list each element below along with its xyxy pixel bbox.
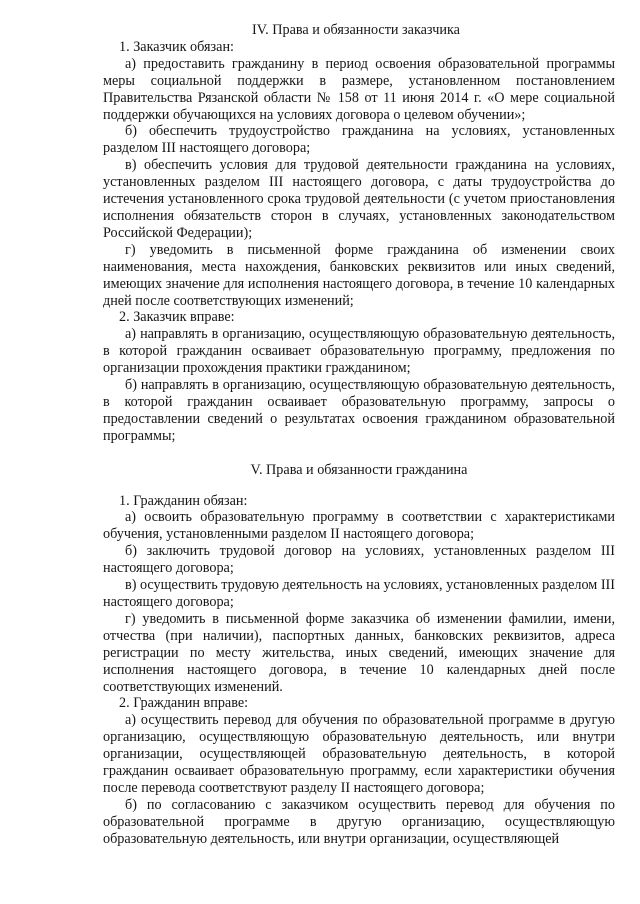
section-4-item-2a: а) направлять в организацию, осуществляющую образовательную деятельность, в которой гражданин осваивает образовательную программу, предложения по организации прохождения практики гражданином; bbox=[103, 326, 615, 377]
section-5-item-1: 1. Гражданин обязан: bbox=[119, 492, 248, 509]
section-4-item-2b: б) направлять в организацию, осуществляющую образовательную деятельность, в которой гражданин осваивает образовательную программу, запросы о предоставлении сведений о результатах освоения гражданином образовательной программы; bbox=[103, 377, 615, 444]
section-5-item-1a: а) освоить образовательную программу в соответствии с характеристиками обучения, установленными разделом II настоящего договора; bbox=[103, 509, 615, 543]
section-5-item-1g: г) уведомить в письменной форме заказчика об изменении фамилии, имени, отчества (при наличии), паспортных данных, банковских реквизитов, адреса регистрации по месту жительства, иных сведений, имеющих значение для исполнения настоящего договора, в течение 10 календарных дней после соответствующих изменений. bbox=[103, 610, 615, 695]
section-4-item-1g: г) уведомить в письменной форме гражданина об изменении своих наименования, места нахождения, банковских реквизитов или иных сведений, имеющих значение для исполнения настоящего договора, в течение 10 календарных дней после соответствующих изменений; bbox=[103, 241, 615, 309]
section-4-item-1b: б) обеспечить трудоустройство гражданина на условиях, установленных разделом III настоящего договора; bbox=[103, 123, 615, 157]
section-4-item-1: 1. Заказчик обязан: bbox=[119, 38, 234, 55]
section-5-item-2: 2. Гражданин вправе: bbox=[119, 695, 249, 712]
section-4-item-1a: а) предоставить гражданину в период освоения образовательной программы меры социальной поддержки в размере, установленном постановлением Правительства Рязанской области № 158 от 11 июня 2014 г. «О мере социальной поддержки обучающихся на условиях договора о целевом обучении»; bbox=[103, 55, 615, 123]
section-4-title: IV. Права и обязанности заказчика bbox=[252, 22, 460, 38]
section-4-item-1v: в) обеспечить условия для трудовой деятельности гражданина на условиях, установленных разделом III настоящего договора, с даты трудоустройства до истечения установленного срока трудовой деятельности (с учетом приостановления исполнения обязательств сторон в случаях, установленных законодательством Российской Федерации); bbox=[103, 157, 615, 241]
contract-page bbox=[103, 22, 615, 848]
section-5-title: V. Права и обязанности гражданина bbox=[250, 461, 468, 478]
section-5-item-2a: а) осуществить перевод для обучения по образовательной программе в другую организацию, осуществляющую образовательную деятельность, или внутри организации, осуществляющей образовательную деятельность, в которой гражданин осваивает образовательную программу, если характеристики обучения после перевода соответствуют разделу II настоящего договора; bbox=[103, 712, 615, 796]
section-5-item-1v: в) осуществить трудовую деятельность на условиях, установленных разделом III настоящего договора; bbox=[103, 577, 615, 610]
section-4-item-2: 2. Заказчик вправе: bbox=[119, 309, 235, 326]
section-5-item-1b: б) заключить трудовой договор на условиях, установленных разделом III настоящего договора; bbox=[103, 543, 615, 577]
section-5-item-2b: б) по согласованию с заказчиком осуществить перевод для обучения по образовательной программе в другую организацию, осуществляющую образовательную деятельность, или внутри организации, осуществляющей bbox=[103, 796, 615, 847]
